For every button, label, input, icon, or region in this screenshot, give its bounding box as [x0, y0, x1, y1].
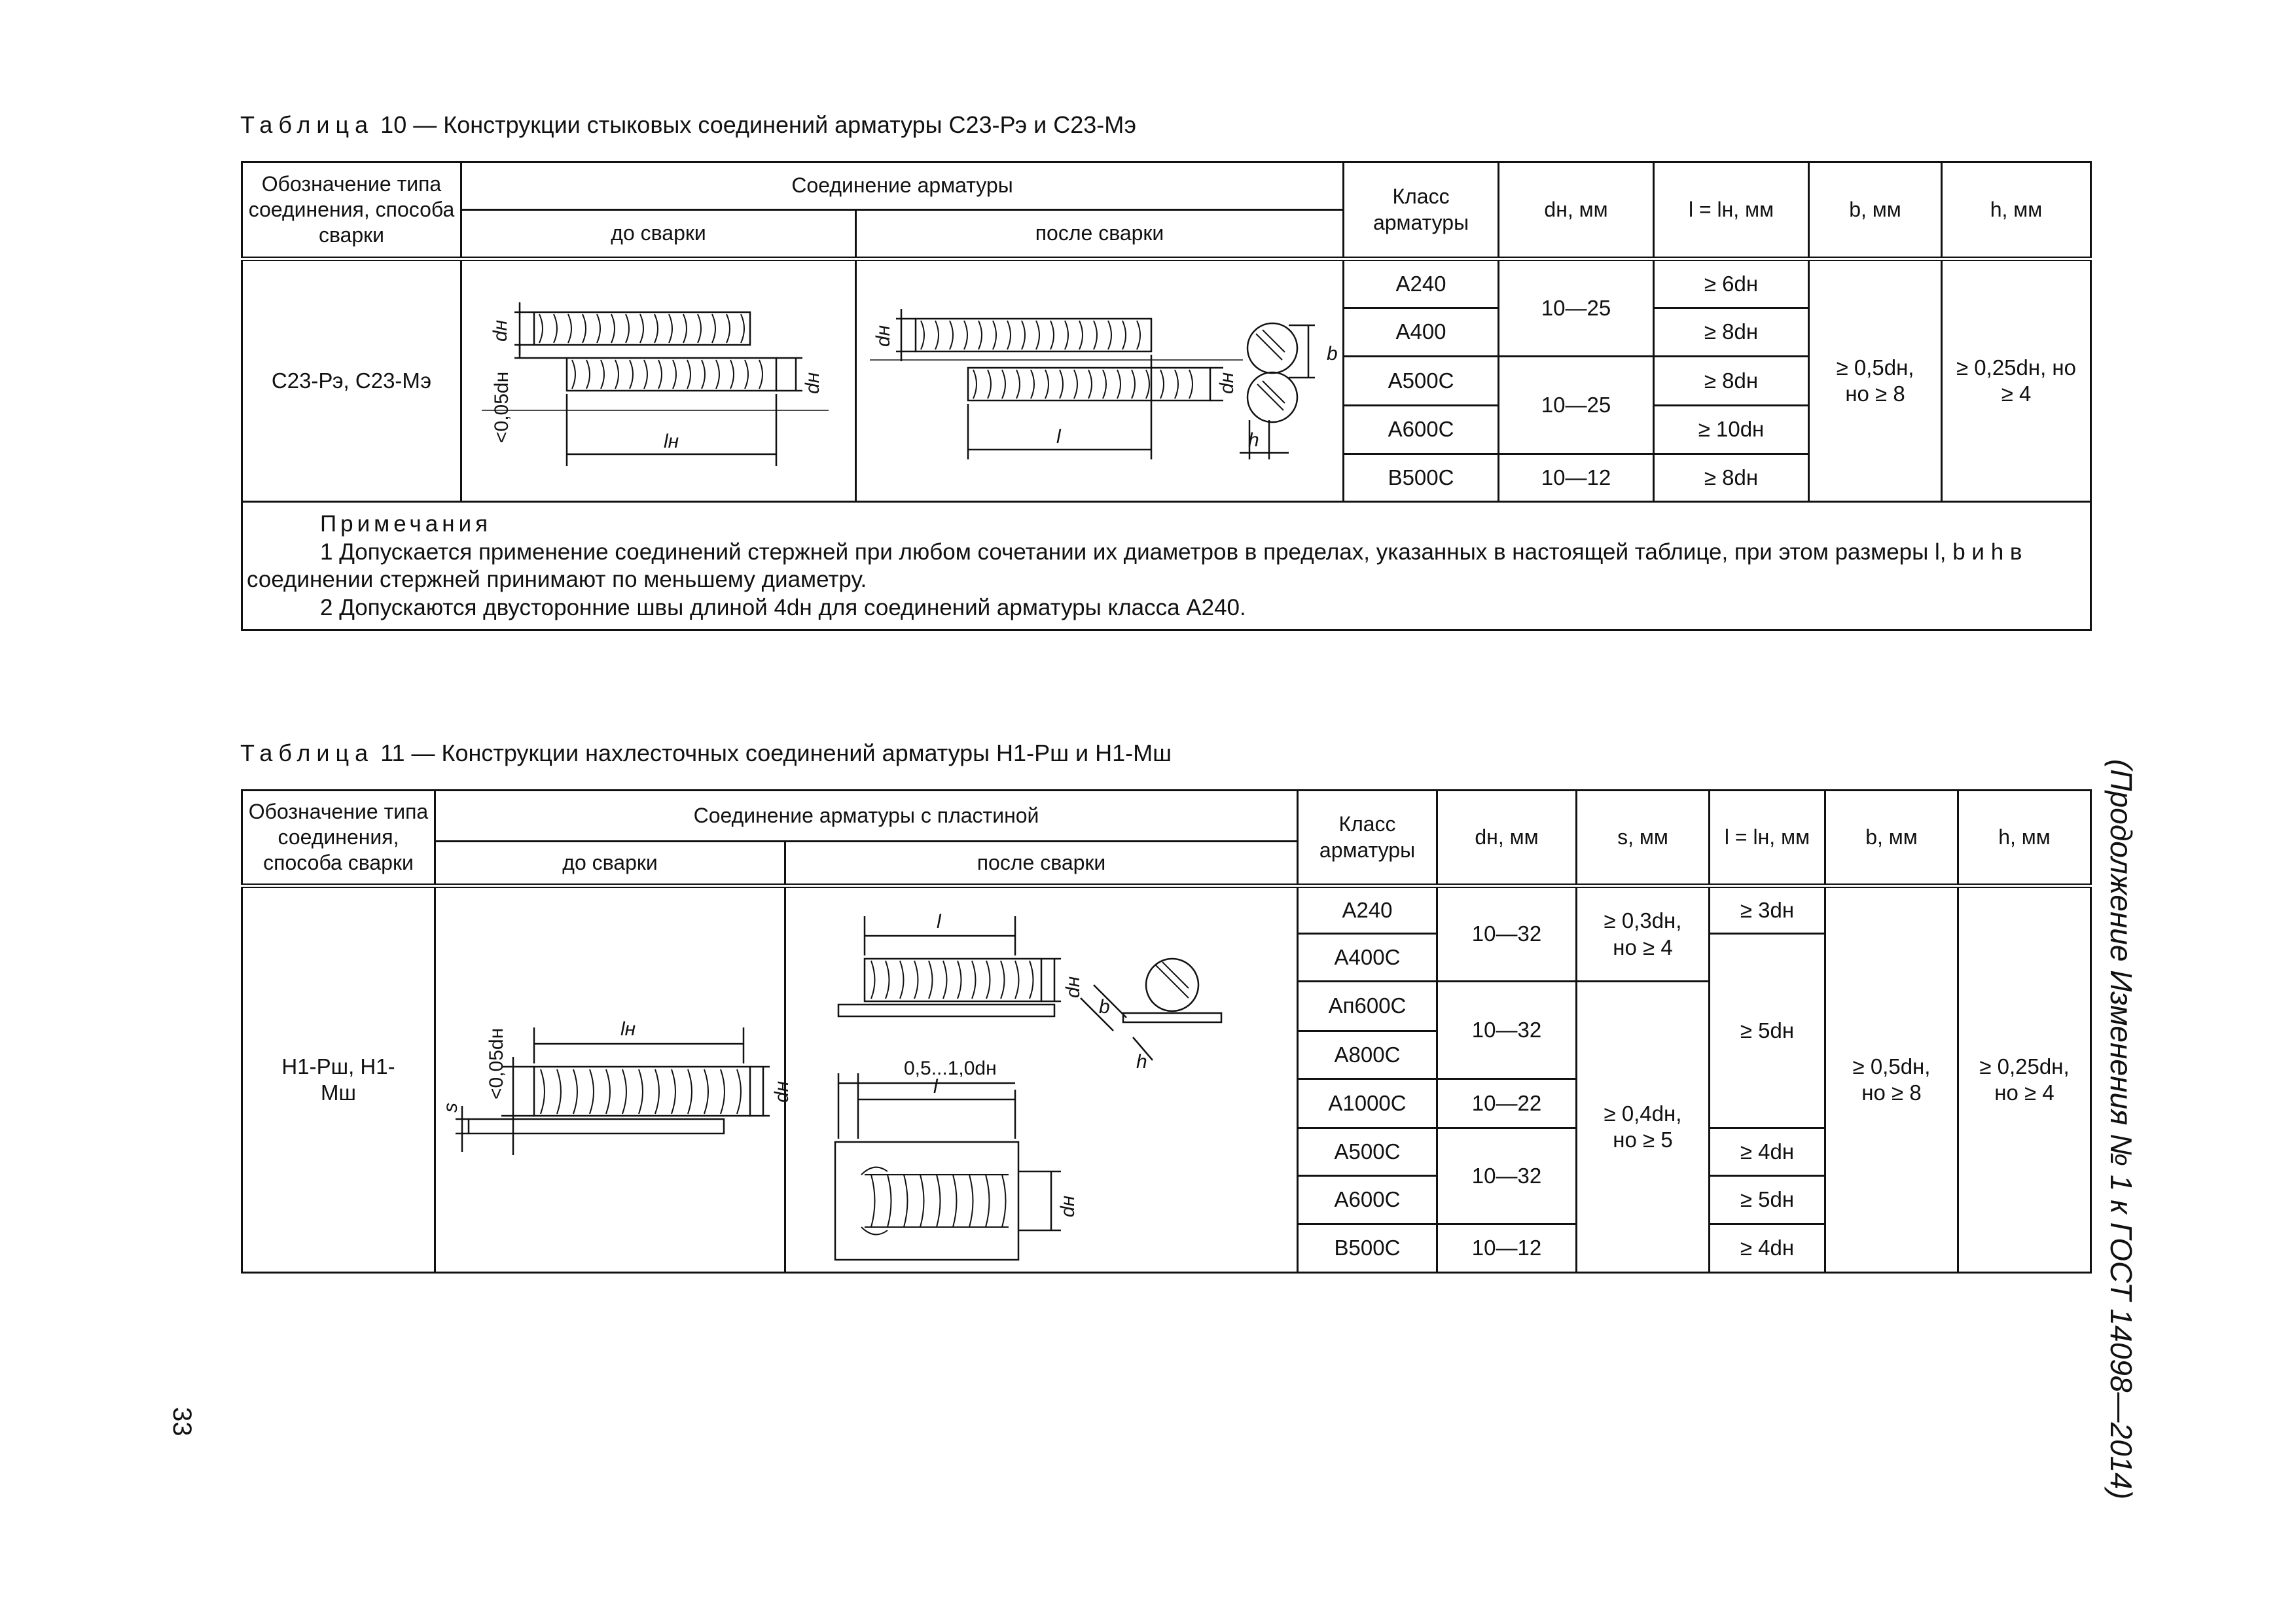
l-cell: ≥ 4dн: [1710, 1128, 1825, 1176]
table10-caption-word: Таблица: [240, 111, 374, 138]
type-value: Н1-Рш, Н1-Мш: [242, 886, 435, 1273]
b-value: ≥ 0,5dн, но ≥ 8: [1825, 886, 1958, 1273]
class-cell: А500С: [1298, 1128, 1437, 1176]
notes: [242, 502, 2091, 630]
label-dn-2: dн: [1216, 372, 1238, 394]
dn-cell: 10—32: [1437, 1128, 1577, 1224]
label-h: h: [1248, 429, 1259, 451]
header-type: Обозначение типа соединения, способа сварки: [242, 791, 435, 886]
header-l: l = lн, мм: [1710, 791, 1825, 886]
class-cell: А400: [1344, 308, 1499, 357]
type-value: С23-Рэ, С23-Мэ: [242, 259, 461, 502]
label-ln: lн: [664, 431, 679, 452]
table10-caption-text: 10 — Конструкции стыковых соединений арматуры С23-Рэ и С23-Мэ: [380, 111, 1137, 138]
label-ln: lн: [620, 1018, 636, 1040]
table-10: [241, 161, 2092, 631]
label-dn: dн: [872, 325, 894, 347]
l-cell: ≥ 4dн: [1710, 1224, 1825, 1273]
header-type: Обозначение типа соединения, способа сварки: [242, 162, 461, 259]
label-range: 0,5...1,0dн: [904, 1058, 997, 1079]
table11-caption-text: 11 — Конструкции нахлесточных соединений арматуры Н1-Рш и Н1-Мш: [380, 740, 1172, 766]
s-cell: ≥ 0,3dн, но ≥ 4: [1577, 886, 1710, 982]
header-class: Класс арматуры: [1344, 162, 1499, 259]
class-cell: А800С: [1298, 1031, 1437, 1079]
note-1: 1 Допускается применение соединений стержней при любом сочетании их диаметров в пределах, указанных в настоящей таблице, при этом размеры l, b и h в соединении стержней принимают по меньшему диаметру.: [247, 539, 2022, 593]
header-before: до сварки: [461, 210, 856, 259]
header-before: до сварки: [435, 842, 785, 886]
drawing-before-weld: [435, 886, 793, 1273]
class-cell: А240: [1344, 259, 1499, 308]
lap-joint-before-drawing: [436, 897, 793, 1263]
dn-cell: 10—32: [1437, 982, 1577, 1079]
label-b: b: [1327, 343, 1338, 365]
l-cell: ≥ 5dн: [1710, 1176, 1825, 1224]
table-11: [241, 789, 2092, 1274]
table10-caption: [240, 111, 1136, 139]
label-l: l: [1056, 426, 1061, 448]
l-cell: ≥ 8dн: [1654, 454, 1809, 502]
butt-joint-after-drawing: [857, 263, 1338, 499]
dn-cell: 10—12: [1499, 454, 1654, 502]
label-dn: dн: [771, 1080, 793, 1103]
class-cell: А600С: [1298, 1176, 1437, 1224]
label-dn: dн: [1062, 976, 1084, 998]
header-dn: dн, мм: [1437, 791, 1577, 886]
class-cell: В500С: [1298, 1224, 1437, 1273]
class-cell: А240: [1298, 886, 1437, 934]
header-joint: Соединение арматуры с пластиной: [435, 791, 1298, 842]
l-cell: ≥ 6dн: [1654, 259, 1809, 308]
header-b: b, мм: [1825, 791, 1958, 886]
header-l: l = lн, мм: [1654, 162, 1809, 259]
table11-caption: [240, 740, 1172, 767]
continuation-note: (Продолжение Изменения № 1 к ГОСТ 14098—2014): [2104, 759, 2138, 1500]
class-cell: А1000С: [1298, 1079, 1437, 1128]
header-h: h, мм: [1958, 791, 2091, 886]
h-value: ≥ 0,25dн, но ≥ 4: [1942, 259, 2091, 502]
class-cell: А400С: [1298, 934, 1437, 982]
drawing-after-weld: [785, 886, 1298, 1273]
header-s: s, мм: [1577, 791, 1710, 886]
l-cell: ≥ 8dн: [1654, 357, 1809, 406]
label-h: h: [1136, 1051, 1147, 1073]
label-l: l: [937, 911, 941, 933]
dn-cell: 10—25: [1499, 357, 1654, 454]
header-h: h, мм: [1942, 162, 2091, 259]
dn-cell: 10—32: [1437, 886, 1577, 982]
header-b: b, мм: [1809, 162, 1942, 259]
header-after: после сварки: [785, 842, 1298, 886]
class-cell: А600С: [1344, 406, 1499, 454]
butt-joint-before-drawing: [462, 263, 848, 499]
s-cell: ≥ 0,4dн, но ≥ 5: [1577, 982, 1710, 1273]
page-number: 33: [168, 1407, 196, 1436]
header-after: после сварки: [856, 210, 1344, 259]
b-value: ≥ 0,5dн, но ≥ 8: [1809, 259, 1942, 502]
l-cell: ≥ 3dн: [1710, 886, 1825, 934]
label-dn: dн: [490, 319, 511, 342]
label-dn-2: dн: [802, 372, 823, 394]
notes-title: Примечания: [320, 511, 492, 537]
dn-cell: 10—22: [1437, 1079, 1577, 1128]
label-s: s: [440, 1103, 461, 1113]
label-b: b: [1099, 996, 1110, 1018]
class-cell: Ап600С: [1298, 982, 1437, 1031]
label-gap: <0,05dн: [491, 371, 512, 443]
header-class: Класс арматуры: [1298, 791, 1437, 886]
lap-joint-after-drawing: [786, 897, 1290, 1263]
class-cell: А500С: [1344, 357, 1499, 406]
header-dn: dн, мм: [1499, 162, 1654, 259]
class-cell: В500С: [1344, 454, 1499, 502]
l-cell: ≥ 8dн: [1654, 308, 1809, 357]
drawing-after-weld: [856, 259, 1344, 502]
l-cell: ≥ 10dн: [1654, 406, 1809, 454]
note-2: 2 Допускаются двусторонние швы длиной 4dн для соединений арматуры класса А240.: [320, 595, 1246, 621]
label-gap: <0,05dн: [486, 1027, 507, 1099]
drawing-before-weld: [461, 259, 856, 502]
dn-cell: 10—25: [1499, 259, 1654, 357]
h-value: ≥ 0,25dн, но ≥ 4: [1958, 886, 2091, 1273]
label-l-2: l: [933, 1076, 938, 1097]
header-joint: Соединение арматуры: [461, 162, 1344, 210]
table11-caption-word: Таблица: [240, 740, 374, 766]
label-dn-2: dн: [1057, 1195, 1079, 1217]
dn-cell: 10—12: [1437, 1224, 1577, 1273]
l-cell: ≥ 5dн: [1710, 934, 1825, 1128]
